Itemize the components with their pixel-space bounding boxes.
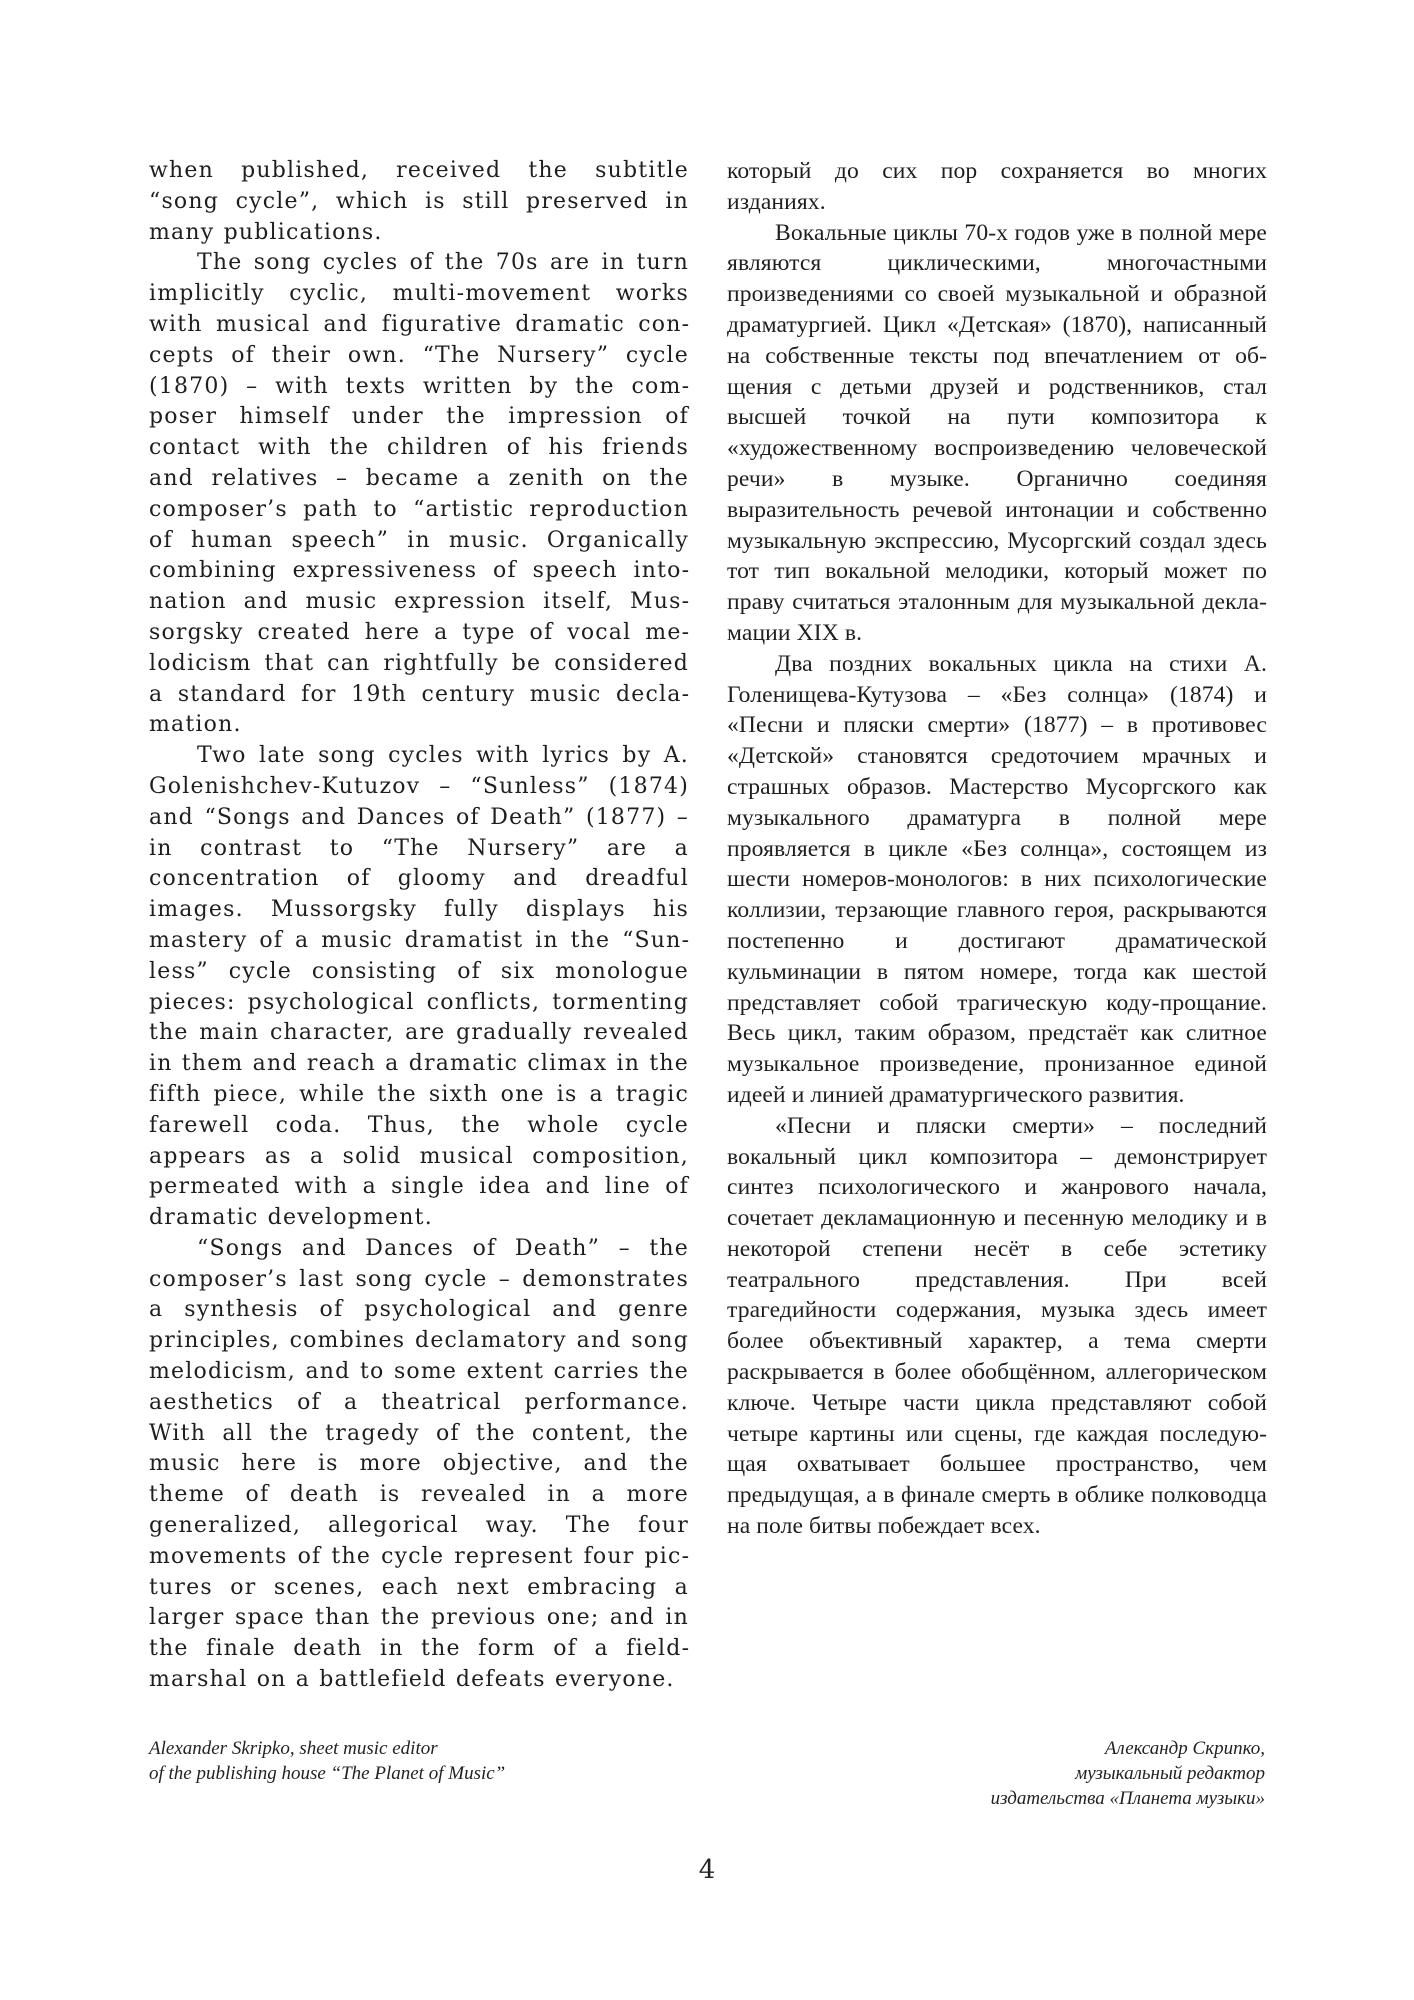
russian-signature-line-1: Александр Скрипко, [1104,1738,1265,1759]
english-paragraph-3: Two late song cycles with lyrics by A. Golenishchev-Kutuzov – “Sunless” (1874) and “Songs and Dances of Death” (1877) – in contrast to “The Nursery” are a concentration of gloomy and dreadful images. Mussorgsky fully displays his mastery of a music dramatist in the “Sunless” cycle consisting of six monologue pieces: psychological conflicts, tormenting the main character, are gradually revealed in them and reach a dramatic climax in the fifth piece, while the sixth one is a tragic farewell coda. Thus, the whole cycle appears as a solid musical composition, permeated with a single idea and line of dramatic development. [149,743,689,1231]
english-paragraph-1: when published, received the subtitle “song cycle”, which is still preserved in many publications. [149,158,689,245]
russian-column [727,156,1267,1542]
page-number: 4 [698,1855,716,1885]
russian-paragraph-4: «Песни и пляски смерти» – последний вокальный цикл композитора – демонстрирует синтез психологического и жанрового начала, сочетает декламационную и песенную мелодику и в некоторой степени несёт в себе эстетику театрального представления. При всей трагедийности содержания, музыка здесь имеет более объективный характер, а тема смерти раскрывается в более обобщённом, аллегорическом ключе. Четыре части цикла представляют собой четыре картины или сцены, где каждая последующая охватывает большее пространство, чем предыдущая, а в финале смерть в облике полководца на поле битвы побеждает всех. [727,1112,1267,1540]
english-column [149,156,689,1696]
russian-paragraph-2: Вокальные циклы 70-х годов уже в полной мере являются циклическими, многочастными произведениями со своей музыкальной и образной драматургией. Цикл «Детская» (1870), написанный на собственные тексты под впечатлением от общения с детьми друзей и родственников, стал высшей точкой на пути композитора к «художественному воспроизведению человеческой речи» в музыке. Органично соединяя выразительность речевой интонации и собственно музыкальную экспрессию, Мусоргский создал здесь тот тип вокальной мелодики, который может по праву считаться эталонным для музыкальной декламации XIX в. [727,219,1267,646]
english-paragraph-2: The song cycles of the 70s are in turn implicitly cyclic, multi-movement works with musical and figurative dramatic concepts of their own. “The Nursery” cycle (1870) – with texts written by the composer himself under the impression of contact with the children of his friends and relatives – became a zenith on the composer’s path to “artistic reproduction of human speech” in music. Organically combining expressiveness of speech intonation and music expression itself, Mussorgsky created here a type of vocal melodicism that can rightfully be considered a standard for 19th century music declamation. [149,250,689,738]
russian-paragraph-3: Два поздних вокальных цикла на стихи А. Голенищева-Кутузова – «Без солнца» (1874) и «Песни и пляски смерти» (1877) – в противовес «Детской» становятся средоточием мрачных и страшных образов. Мастерство Мусоргского как музыкального драматурга в полной мере проявляется в цикле «Без солнца», состоящем из шести номеров-монологов: в них психологические коллизии, терзающие главного героя, раскрываются постепенно и достигают драматической кульминации в пятом номере, тогда как шестой представляет собой трагическую коду-прощание. Весь цикл, таким образом, предстаёт как слитное музыкальное произведение, пронизанное единой идеей и линией драматургического развития. [727,650,1267,1108]
russian-paragraph-1: который до сих пор сохраняется во многих изданиях. [727,158,1267,215]
english-signature-line-1: Alexander Skripko, sheet music editor [149,1738,438,1759]
english-signature [149,1736,505,1786]
english-signature-line-2: of the publishing house “The Planet of Music” [149,1763,506,1784]
russian-signature-line-3: издательства «Планета музыки» [990,1788,1265,1809]
russian-signature-line-2: музыкальный редактор [1075,1763,1265,1784]
english-paragraph-4: “Songs and Dances of Death” – the composer’s last song cycle – demonstrates a synthesis of psychological and genre principles, combines declamatory and song melodicism, and to some extent carries the aesthetics of a theatrical performance. With all the tragedy of the content, the music here is more objective, and the theme of death is revealed in a more generalized, allegorical way. The four movements of the cycle represent four pictures or scenes, each next embracing a larger space than the previous one; and in the finale death in the form of a fieldmarshal on a battlefield defeats everyone. [149,1235,689,1693]
russian-signature [991,1736,1265,1811]
